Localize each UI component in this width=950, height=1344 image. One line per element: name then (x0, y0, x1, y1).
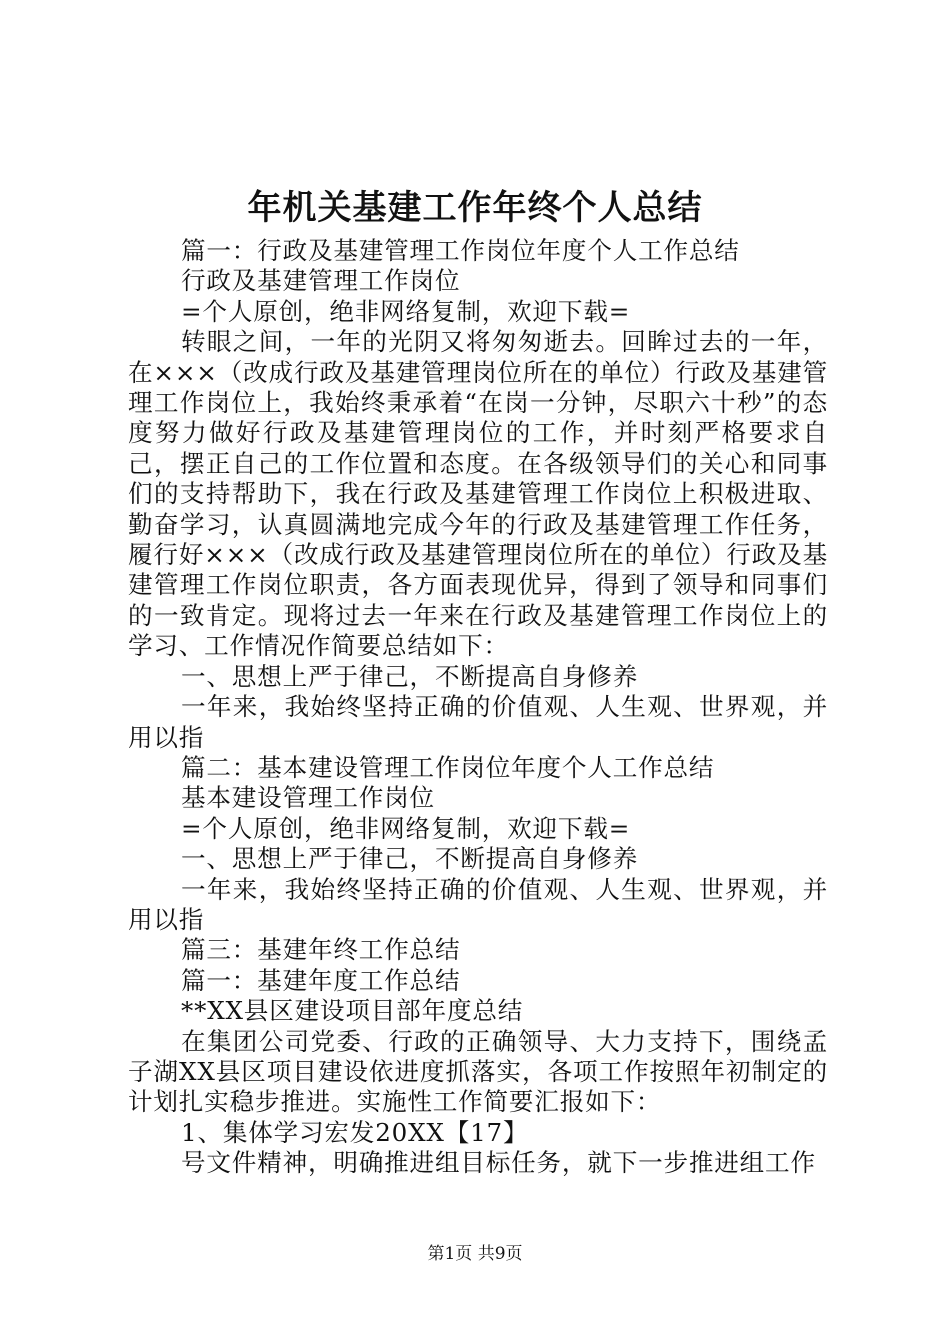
paragraph: 行政及基建管理工作岗位 (181, 266, 461, 296)
document-body (128, 236, 828, 1179)
paragraph: 号文件精神，明确推进组目标任务，就下一步推进组工作 (181, 1148, 816, 1178)
paragraph: 一年来，我始终坚持正确的价值观、人生观、世界观，并用以指 (128, 874, 828, 934)
paragraph: **XX县区建设项目部年度总结 (181, 996, 524, 1026)
paragraph: 转眼之间，一年的光阴又将匆匆逝去。回眸过去的一年，在×××（改成行政及基建管理岗位所在的单位）行政及基建管理工作岗位上，我始终秉承着“在岗一分钟，尽职六十秒”的态度努力做好行政及基建管理岗位的工作，并时刻严格要求自己，摆正自己的工作位置和态度。在各级领导们的关心和同事们的支持帮助下，我在行政及基建管理工作岗位上积极进取、勤奋学习，认真圆满地完成今年的行政及基建管理工作任务，履行好×××（改成行政及基建管理岗位所在的单位）行政及基建管理工作岗位职责，各方面表现优异，得到了领导和同事们的一致肯定。现将过去一年来在行政及基建管理工作岗位上的学习、工作情况作简要总结如下： (128, 327, 828, 661)
paragraph: =个人原创，绝非网络复制，欢迎下载= (181, 296, 631, 326)
paragraph: =个人原创，绝非网络复制，欢迎下载= (181, 813, 631, 843)
page-number-footer: 第1页 共9页 (427, 1244, 523, 1264)
paragraph: 篇二：基本建设管理工作岗位年度个人工作总结 (181, 752, 715, 782)
paragraph: 篇一：基建年度工作总结 (181, 965, 461, 995)
paragraph: 篇三：基建年终工作总结 (181, 935, 461, 965)
paragraph: 篇一：行政及基建管理工作岗位年度个人工作总结 (181, 236, 740, 265)
paragraph: 1、集体学习宏发20XX【17】 (181, 1117, 529, 1147)
paragraph: 一、思想上严于律己，不断提高自身修养 (181, 844, 639, 874)
paragraph: 在集团公司党委、行政的正确领导、大力支持下，围绕孟子湖XX县区项目建设依进度抓落实，各项工作按照年初制定的计划扎实稳步推进。实施性工作简要汇报如下： (128, 1026, 828, 1117)
paragraph: 一、思想上严于律己，不断提高自身修养 (181, 661, 639, 691)
paragraph: 基本建设管理工作岗位 (181, 783, 435, 813)
paragraph: 一年来，我始终坚持正确的价值观、人生观、世界观，并用以指 (128, 692, 828, 752)
document-title: 年机关基建工作年终个人总结 (247, 188, 703, 228)
